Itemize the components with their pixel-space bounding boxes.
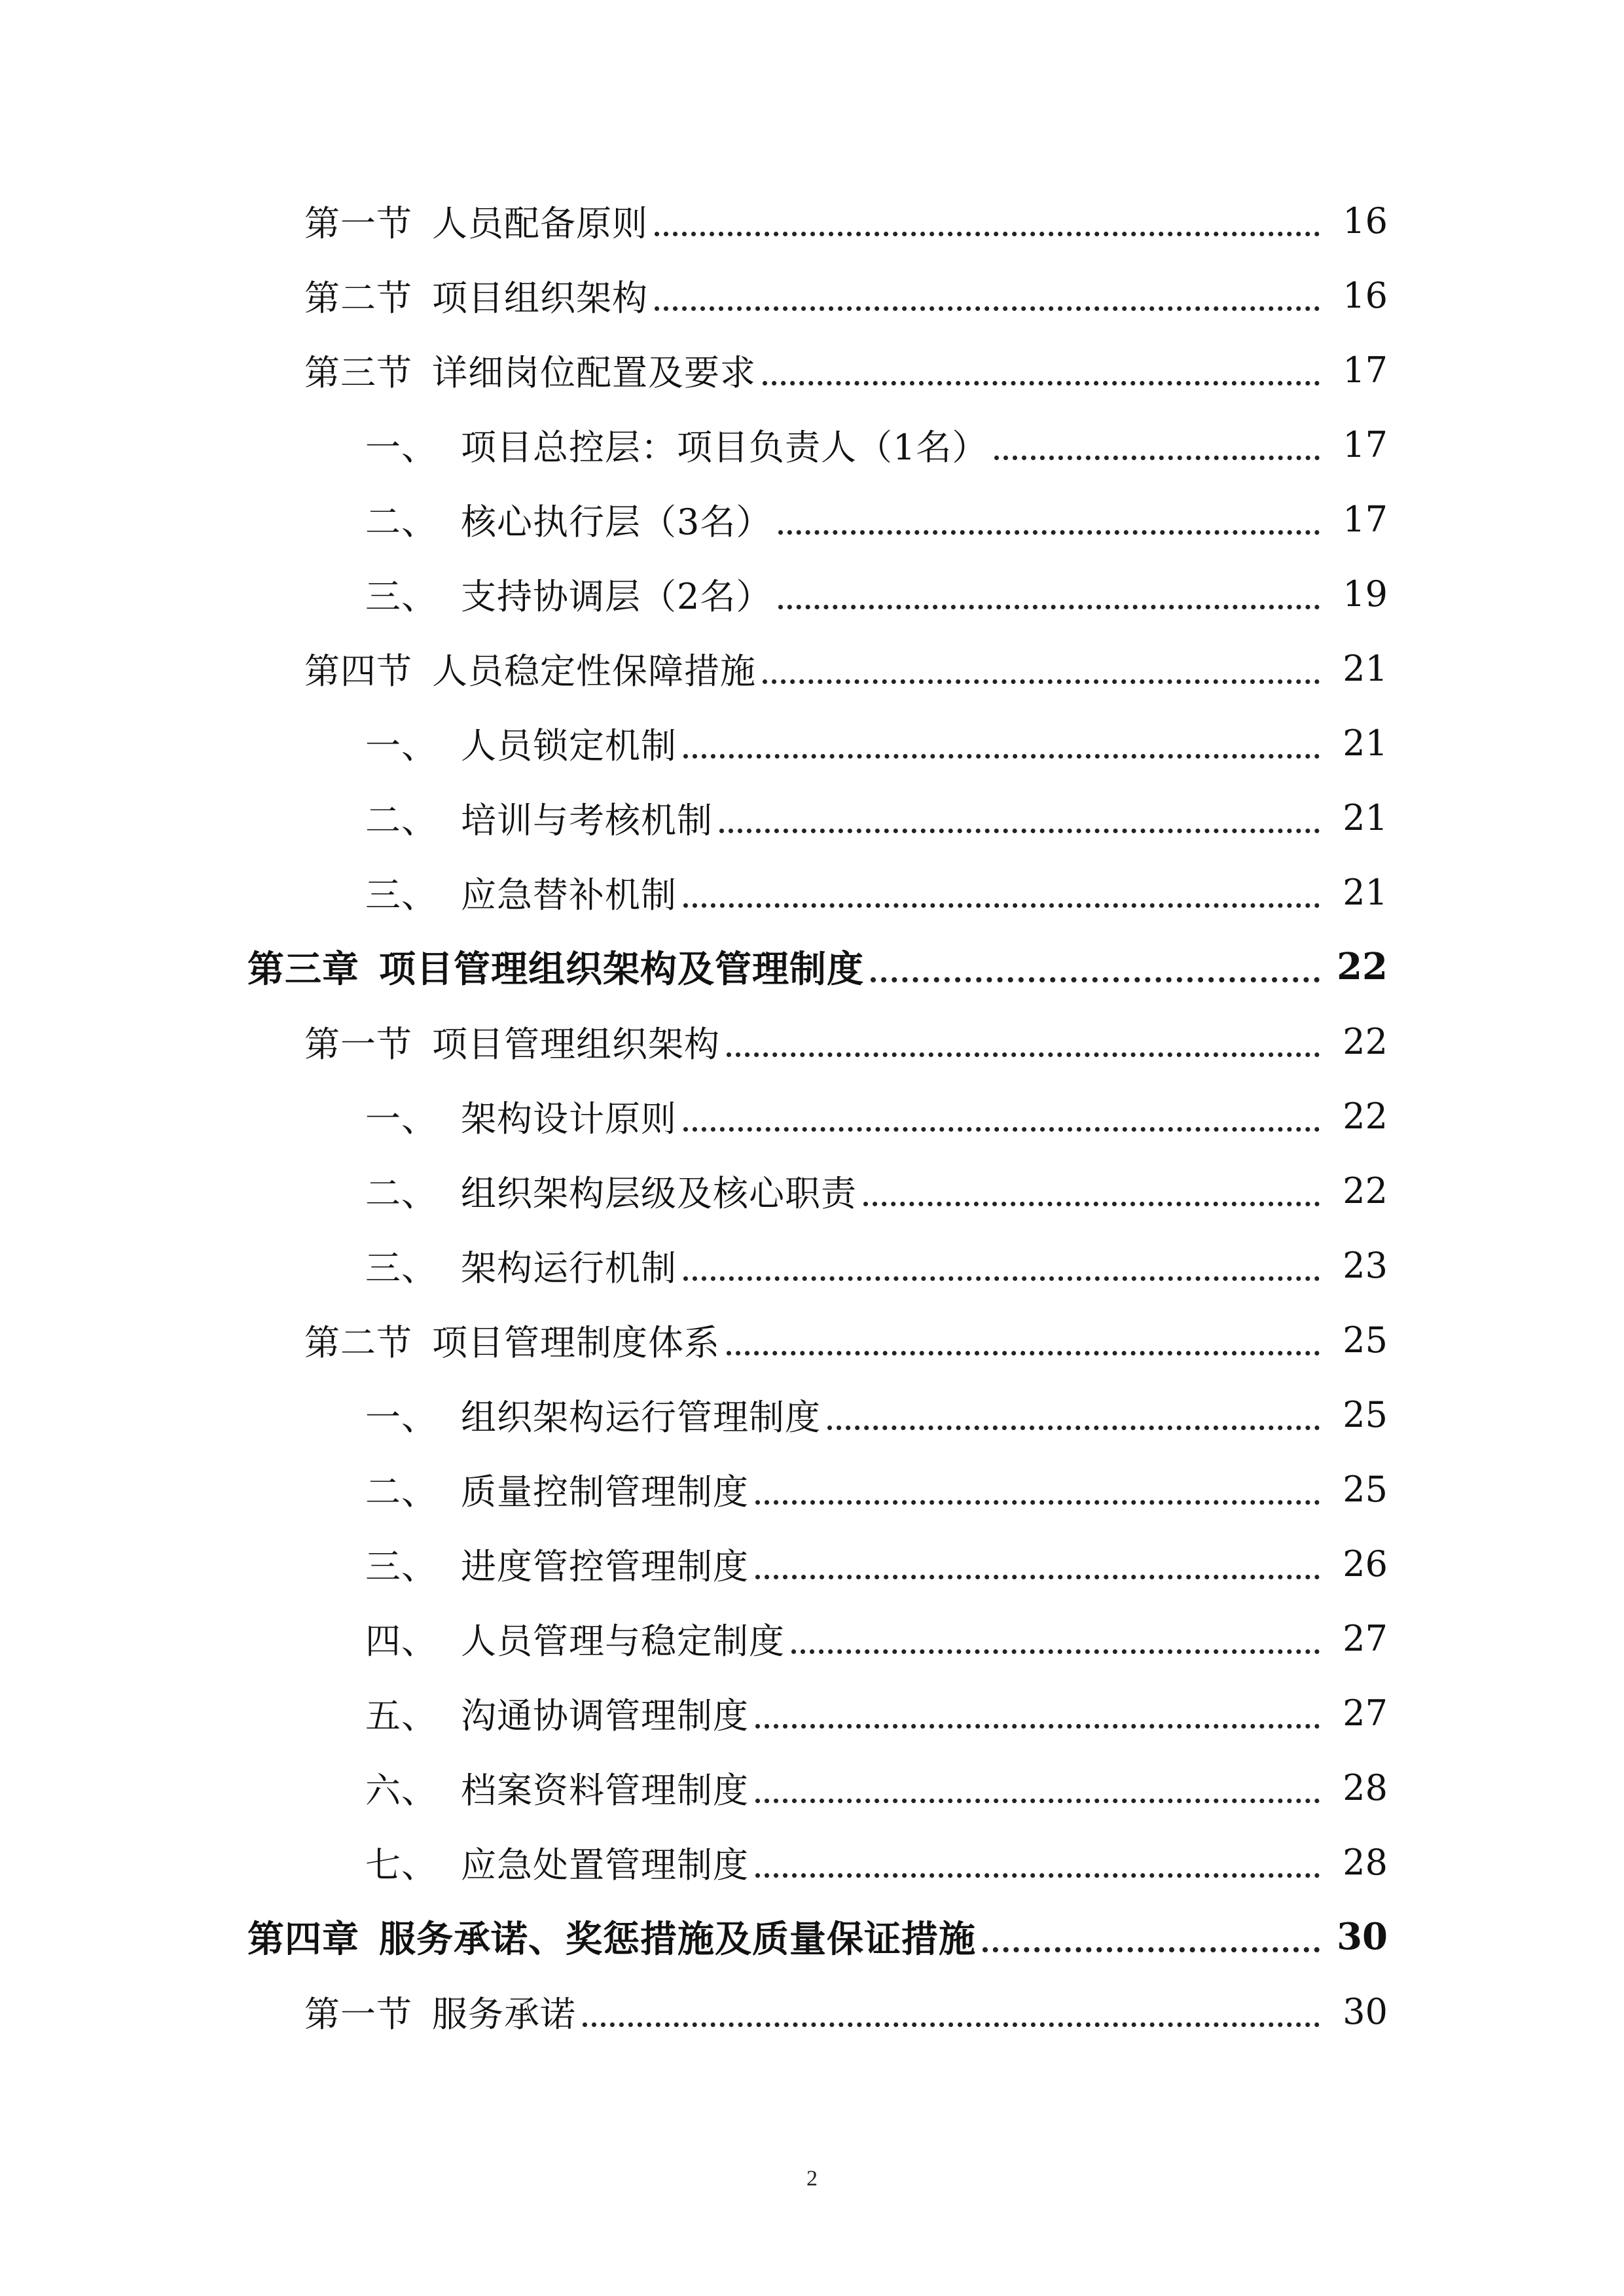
toc-dot-leader bbox=[755, 1873, 1320, 1878]
toc-entry-text: 质量控制管理制度 bbox=[461, 1471, 749, 1513]
toc-entry-number: 四、 bbox=[365, 1620, 437, 1662]
toc-page-number: 26 bbox=[1343, 1543, 1388, 1585]
toc-entry-number: 一、 bbox=[365, 725, 437, 766]
toc-entry-title bbox=[365, 1390, 821, 1440]
toc-entry-number: 七、 bbox=[365, 1844, 437, 1886]
toc-dot-leader bbox=[683, 1276, 1320, 1281]
toc-entry-text: 应急替补机制 bbox=[461, 874, 677, 916]
toc-entry-text: 项目管理制度体系 bbox=[432, 1321, 720, 1363]
toc-page-number: 17 bbox=[1343, 498, 1388, 540]
toc-entry-number: 第三章 bbox=[247, 948, 359, 991]
toc-entry-number: 三、 bbox=[365, 874, 437, 916]
toc-dot-leader bbox=[763, 381, 1320, 386]
toc-entry-section[interactable] bbox=[0, 631, 1624, 706]
toc-entry-number: 三、 bbox=[365, 1545, 437, 1587]
toc-page-number: 16 bbox=[1343, 200, 1388, 242]
toc-dot-leader bbox=[755, 1575, 1320, 1579]
toc-dot-leader bbox=[827, 1426, 1320, 1430]
toc-entry-title bbox=[365, 1464, 749, 1515]
toc-entry-title bbox=[365, 1763, 749, 1813]
toc-page-number: 25 bbox=[1343, 1319, 1388, 1361]
toc-entry-number: 第一节 bbox=[304, 1023, 412, 1065]
toc-entry-text: 人员管理与稳定制度 bbox=[461, 1620, 785, 1662]
toc-dot-leader bbox=[791, 1649, 1320, 1654]
toc-entry-item[interactable] bbox=[0, 1526, 1624, 1601]
toc-entry-item[interactable] bbox=[0, 1825, 1624, 1899]
toc-entry-title bbox=[365, 1091, 677, 1141]
toc-entry-text: 组织架构层级及核心职责 bbox=[461, 1172, 857, 1214]
toc-entry-title bbox=[365, 793, 713, 843]
toc-entry-text: 详细岗位配置及要求 bbox=[432, 351, 756, 393]
toc-entry-item[interactable] bbox=[0, 780, 1624, 855]
toc-entry-title bbox=[365, 494, 772, 545]
toc-entry-number: 三、 bbox=[365, 1247, 437, 1289]
toc-entry-title bbox=[365, 420, 988, 470]
toc-entry-number: 二、 bbox=[365, 1471, 437, 1513]
toc-entry-text: 培训与考核机制 bbox=[461, 799, 713, 841]
toc-page-number: 28 bbox=[1343, 1767, 1388, 1808]
toc-entry-text: 沟通协调管理制度 bbox=[461, 1695, 749, 1736]
toc-entry-section[interactable] bbox=[0, 183, 1624, 258]
toc-page-number: 22 bbox=[1337, 945, 1388, 988]
toc-entry-section[interactable] bbox=[0, 1004, 1624, 1079]
toc-entry-section[interactable] bbox=[0, 1302, 1624, 1377]
toc-entry-text: 服务承诺 bbox=[432, 1993, 576, 2035]
toc-entry-text: 架构设计原则 bbox=[461, 1098, 677, 1139]
toc-dot-leader bbox=[583, 2022, 1320, 2027]
toc-entry-title bbox=[247, 1910, 976, 1963]
toc-entry-item[interactable] bbox=[0, 1676, 1624, 1750]
toc-page-number: 30 bbox=[1343, 1990, 1388, 2032]
toc-entry-title bbox=[304, 345, 756, 395]
toc-entry-chapter[interactable] bbox=[0, 1899, 1624, 1974]
toc-entry-item[interactable] bbox=[0, 1750, 1624, 1825]
toc-entry-title bbox=[304, 1986, 576, 2037]
toc-dot-leader bbox=[778, 605, 1320, 609]
toc-entry-title bbox=[365, 718, 677, 768]
toc-entry-title bbox=[365, 867, 677, 918]
toc-entry-title bbox=[365, 1166, 857, 1216]
toc-entry-text: 进度管控管理制度 bbox=[461, 1545, 749, 1587]
toc-entry-title bbox=[365, 1240, 677, 1291]
toc-page-number: 25 bbox=[1343, 1393, 1388, 1435]
toc-entry-item[interactable] bbox=[0, 1601, 1624, 1676]
toc-dot-leader bbox=[871, 977, 1320, 982]
toc-page-number: 17 bbox=[1343, 423, 1388, 465]
toc-page-number: 28 bbox=[1343, 1841, 1388, 1883]
toc-entry-text: 核心执行层（3名） bbox=[461, 501, 772, 543]
toc-entry-item[interactable] bbox=[0, 482, 1624, 556]
toc-page-number: 30 bbox=[1337, 1915, 1388, 1958]
toc-entry-number: 一、 bbox=[365, 1396, 437, 1438]
toc-entry-text: 项目管理组织架构 bbox=[432, 1023, 720, 1065]
toc-dot-leader bbox=[655, 232, 1320, 236]
toc-entry-section[interactable] bbox=[0, 332, 1624, 407]
toc-entry-title bbox=[304, 643, 756, 694]
toc-entry-text: 组织架构运行管理制度 bbox=[461, 1396, 821, 1438]
toc-entry-title bbox=[365, 1688, 749, 1738]
toc-dot-leader bbox=[683, 754, 1320, 759]
toc-page-number: 17 bbox=[1343, 349, 1388, 391]
toc-entry-title bbox=[365, 1539, 749, 1589]
toc-entry-item[interactable] bbox=[0, 407, 1624, 482]
toc-entry-number: 二、 bbox=[365, 1172, 437, 1214]
toc-dot-leader bbox=[863, 1202, 1320, 1206]
toc-entry-title bbox=[304, 1315, 720, 1365]
toc-page-number: 19 bbox=[1343, 573, 1388, 615]
toc-entry-text: 支持协调层（2名） bbox=[461, 575, 772, 617]
toc-entry-number: 第二节 bbox=[304, 1321, 412, 1363]
toc-dot-leader bbox=[983, 1947, 1320, 1952]
table-of-contents bbox=[0, 183, 1624, 2049]
toc-entry-item[interactable] bbox=[0, 1452, 1624, 1526]
toc-entry-item[interactable] bbox=[0, 1153, 1624, 1228]
toc-page-number: 25 bbox=[1343, 1468, 1388, 1510]
toc-dot-leader bbox=[994, 456, 1320, 460]
toc-entry-title bbox=[365, 1837, 749, 1888]
toc-entry-chapter[interactable] bbox=[0, 929, 1624, 1004]
toc-entry-item[interactable] bbox=[0, 556, 1624, 631]
toc-dot-leader bbox=[755, 1724, 1320, 1729]
toc-entry-text: 项目组织架构 bbox=[432, 277, 648, 319]
toc-entry-number: 第一节 bbox=[304, 1993, 412, 2035]
toc-entry-number: 一、 bbox=[365, 426, 437, 468]
toc-entry-number: 六、 bbox=[365, 1769, 437, 1811]
toc-entry-item[interactable] bbox=[0, 1228, 1624, 1302]
toc-dot-leader bbox=[755, 1500, 1320, 1505]
toc-entry-item[interactable] bbox=[0, 706, 1624, 780]
toc-entry-number: 第四章 bbox=[247, 1918, 359, 1961]
toc-entry-number: 二、 bbox=[365, 501, 437, 543]
toc-entry-number: 第一节 bbox=[304, 202, 412, 244]
toc-entry-title bbox=[247, 941, 864, 993]
toc-dot-leader bbox=[755, 1799, 1320, 1803]
toc-entry-text: 人员稳定性保障措施 bbox=[432, 650, 756, 692]
toc-entry-text: 项目总控层：项目负责人（1名） bbox=[461, 426, 988, 468]
toc-entry-text: 档案资料管理制度 bbox=[461, 1769, 749, 1811]
toc-dot-leader bbox=[778, 530, 1320, 535]
toc-page-number: 22 bbox=[1343, 1020, 1388, 1062]
toc-entry-item[interactable] bbox=[0, 1079, 1624, 1153]
toc-entry-item[interactable] bbox=[0, 1377, 1624, 1452]
toc-entry-number: 第二节 bbox=[304, 277, 412, 319]
toc-page-number: 22 bbox=[1343, 1095, 1388, 1137]
toc-dot-leader bbox=[727, 1052, 1320, 1057]
toc-entry-title bbox=[304, 196, 648, 246]
toc-entry-section[interactable] bbox=[0, 1974, 1624, 2049]
toc-entry-title bbox=[365, 1613, 785, 1664]
toc-entry-text: 服务承诺、奖惩措施及质量保证措施 bbox=[379, 1918, 976, 1961]
toc-entry-text: 人员锁定机制 bbox=[461, 725, 677, 766]
toc-entry-number: 第三节 bbox=[304, 351, 412, 393]
toc-page-number: 16 bbox=[1343, 274, 1388, 316]
toc-entry-number: 二、 bbox=[365, 799, 437, 841]
toc-dot-leader bbox=[763, 679, 1320, 684]
toc-entry-number: 一、 bbox=[365, 1098, 437, 1139]
toc-page-number: 21 bbox=[1343, 647, 1388, 689]
toc-entry-text: 架构运行机制 bbox=[461, 1247, 677, 1289]
toc-page-number: 21 bbox=[1343, 722, 1388, 764]
toc-page-number: 27 bbox=[1343, 1692, 1388, 1734]
toc-entry-number: 五、 bbox=[365, 1695, 437, 1736]
toc-dot-leader bbox=[683, 903, 1320, 908]
toc-entry-title bbox=[304, 270, 648, 321]
toc-entry-title bbox=[304, 1016, 720, 1067]
toc-entry-text: 项目管理组织架构及管理制度 bbox=[379, 948, 864, 991]
toc-page-number: 21 bbox=[1343, 797, 1388, 838]
toc-entry-text: 人员配备原则 bbox=[432, 202, 648, 244]
toc-entry-text: 应急处置管理制度 bbox=[461, 1844, 749, 1886]
page-number: 2 bbox=[806, 2166, 818, 2191]
toc-dot-leader bbox=[655, 306, 1320, 311]
toc-dot-leader bbox=[719, 829, 1320, 833]
toc-entry-number: 三、 bbox=[365, 575, 437, 617]
toc-page-number: 23 bbox=[1343, 1244, 1388, 1286]
toc-page-number: 21 bbox=[1343, 871, 1388, 913]
toc-entry-item[interactable] bbox=[0, 855, 1624, 929]
toc-page-number: 27 bbox=[1343, 1617, 1388, 1659]
toc-entry-title bbox=[365, 569, 772, 619]
toc-entry-section[interactable] bbox=[0, 258, 1624, 332]
toc-entry-number: 第四节 bbox=[304, 650, 412, 692]
toc-page-number: 22 bbox=[1343, 1170, 1388, 1211]
toc-dot-leader bbox=[727, 1351, 1320, 1355]
toc-dot-leader bbox=[683, 1127, 1320, 1132]
